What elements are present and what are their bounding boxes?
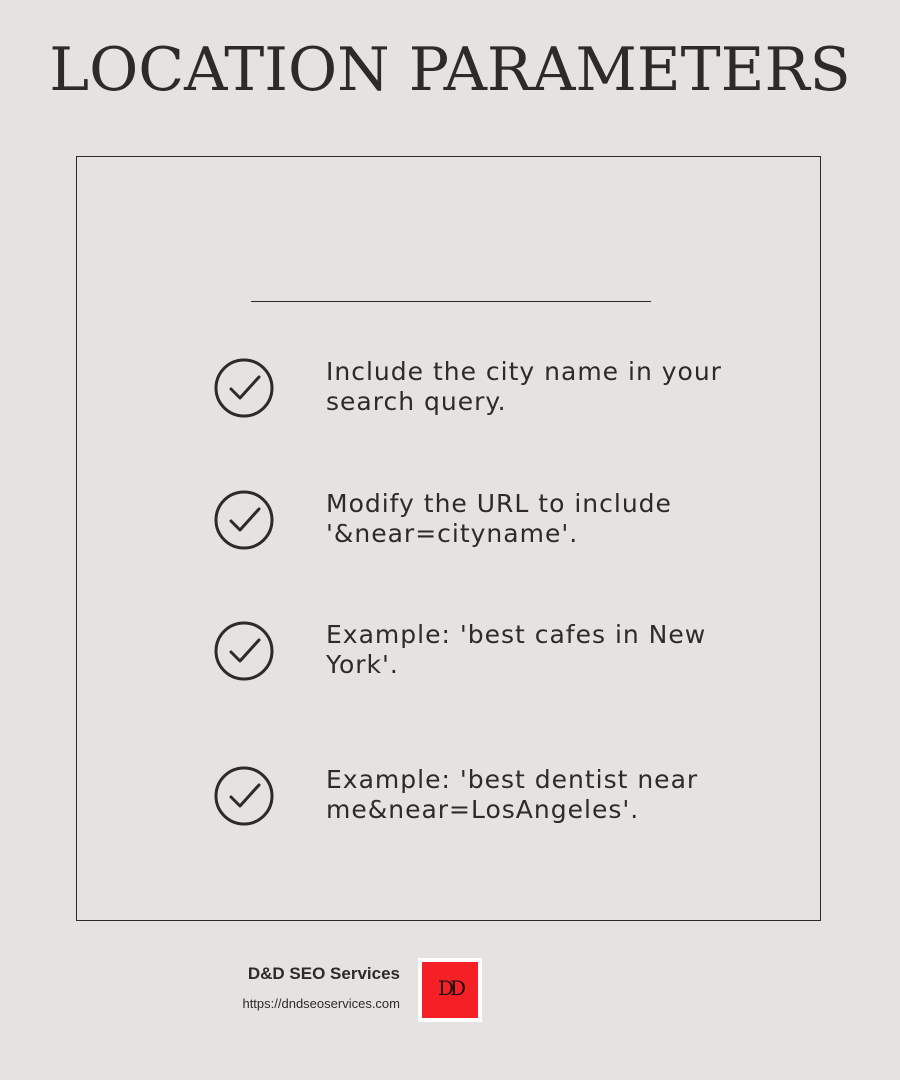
- check-circle-icon: [213, 765, 275, 827]
- checklist-item-text: Example: 'best dentist near me&near=LosAngeles'.: [326, 765, 699, 824]
- check-circle-icon: [213, 620, 275, 682]
- brand-logo-mark: DD: [437, 976, 463, 1000]
- page-title: LOCATION PARAMETERS: [49, 35, 851, 105]
- brand-name: D&D SEO Services: [247, 964, 400, 983]
- content-card: [76, 156, 821, 921]
- brand-logo-badge: [422, 962, 478, 1018]
- brand-url[interactable]: https://dndseoservices.com: [242, 996, 400, 1011]
- check-circle-icon: [213, 357, 275, 419]
- footer: [0, 958, 900, 1028]
- brand-logo: [418, 958, 482, 1022]
- check-circle-icon: [213, 489, 275, 551]
- checklist-item-text: Modify the URL to include '&near=cityname'.: [326, 489, 672, 548]
- checklist-item-text: Include the city name in your search query.: [326, 357, 722, 416]
- divider-line: [251, 301, 651, 302]
- checklist-item-text: Example: 'best cafes in New York'.: [326, 620, 707, 679]
